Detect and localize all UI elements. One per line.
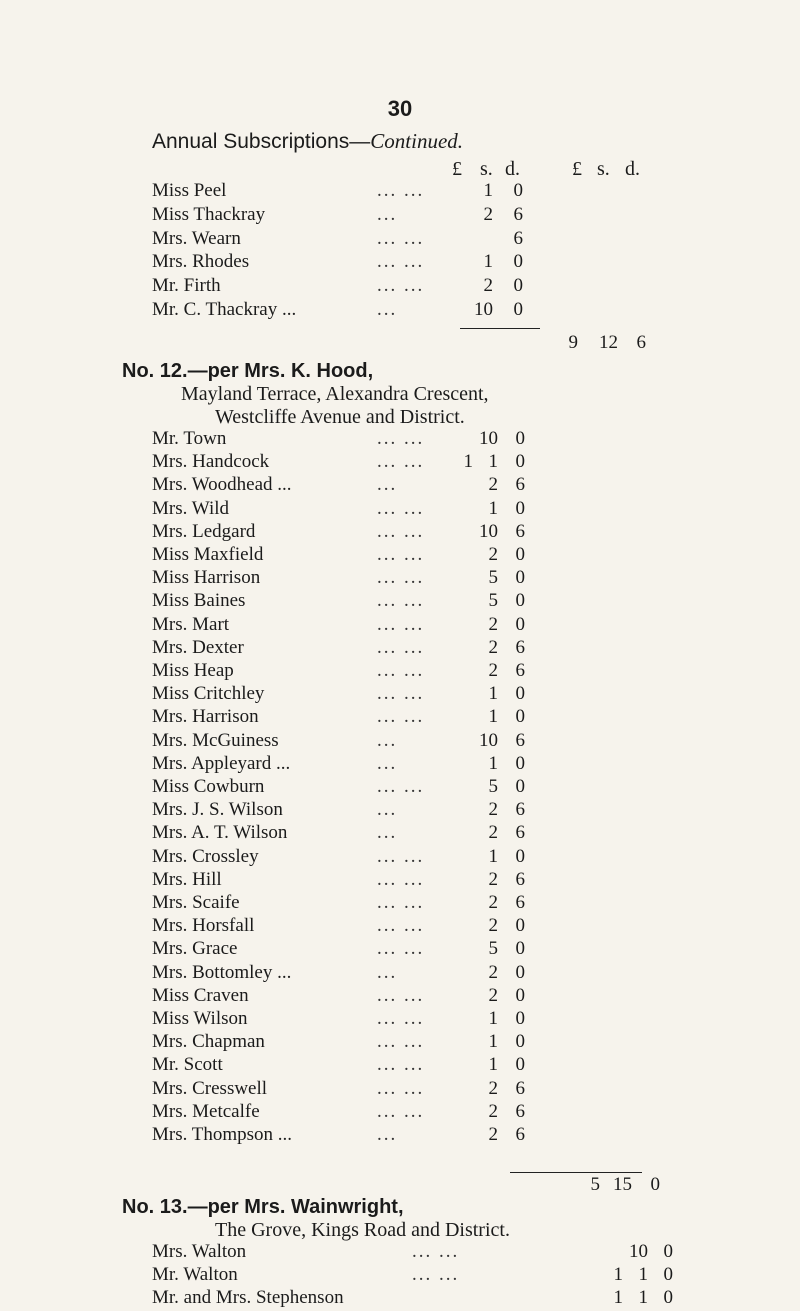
subscriber-name: Mrs. Mart bbox=[152, 613, 230, 635]
subscriber-name: Mrs. Dexter bbox=[152, 636, 244, 658]
list-item bbox=[152, 938, 572, 962]
amount-pence: 6 bbox=[515, 1124, 525, 1145]
list-item bbox=[152, 706, 572, 730]
dot-leader: ... ... bbox=[377, 706, 425, 728]
subscriber-name: Mrs. Walton bbox=[152, 1241, 247, 1262]
dot-leader: ... ... bbox=[377, 636, 425, 658]
list-item bbox=[152, 915, 572, 939]
amount-pence: 0 bbox=[515, 590, 525, 612]
amount-pence: 0 bbox=[513, 180, 523, 201]
subscriber-name: Miss Thackray bbox=[152, 203, 266, 225]
list-item bbox=[152, 299, 552, 323]
section-2-title bbox=[122, 360, 373, 383]
amount-pounds: 1 bbox=[463, 451, 473, 473]
list-item bbox=[152, 962, 572, 986]
page-heading bbox=[152, 129, 463, 154]
amount-pence: 0 bbox=[515, 544, 525, 565]
amount-shillings: 2 bbox=[483, 203, 493, 225]
section-2-total-pence: 0 bbox=[650, 1174, 660, 1195]
list-item bbox=[152, 428, 572, 452]
amount-pence: 0 bbox=[515, 706, 525, 728]
amount-pence: 0 bbox=[513, 251, 523, 273]
amount-shillings: 1 bbox=[638, 1287, 648, 1309]
subscriber-name: Mr. and Mrs. Stephenson bbox=[152, 1287, 344, 1309]
amount-shillings: 1 bbox=[488, 1054, 498, 1076]
section-1-total-pence: 6 bbox=[636, 332, 646, 353]
subscriber-name: Mr. C. Thackray ... bbox=[152, 299, 297, 320]
list-item bbox=[152, 683, 572, 707]
amount-shillings: 2 bbox=[488, 1077, 498, 1099]
dot-leader: ... ... bbox=[377, 613, 425, 635]
amount-pounds: 1 bbox=[613, 1287, 623, 1309]
subscriber-name: Miss Peel bbox=[152, 180, 227, 201]
subscriber-name: Mrs. Hill bbox=[152, 868, 222, 890]
amount-pence: 6 bbox=[515, 660, 525, 681]
amount-shillings: 2 bbox=[488, 892, 498, 913]
subscriber-name: Mrs. Chapman bbox=[152, 1031, 265, 1053]
dot-leader: ... ... bbox=[377, 868, 425, 890]
section-2-area-line-1: Mayland Terrace, Alexandra Crescent, bbox=[181, 383, 489, 405]
subscriber-name: Mrs. Crossley bbox=[152, 845, 259, 867]
amount-pence: 0 bbox=[513, 275, 523, 297]
amount-shillings: 2 bbox=[488, 961, 498, 983]
amount-shillings: 2 bbox=[488, 544, 498, 565]
amount-pence: 0 bbox=[515, 1054, 525, 1076]
list-item bbox=[152, 799, 572, 823]
amount-shillings: 10 bbox=[474, 299, 493, 320]
dot-leader: ... ... bbox=[377, 683, 425, 705]
dot-leader: ... bbox=[377, 299, 398, 320]
subscriber-name: Mrs. Scaife bbox=[152, 892, 240, 913]
dot-leader: ... bbox=[377, 474, 398, 496]
amount-pence: 0 bbox=[663, 1287, 673, 1309]
col-head-pound: £ bbox=[452, 158, 462, 180]
list-item bbox=[152, 753, 572, 777]
amount-shillings: 10 bbox=[479, 729, 498, 751]
subscriber-name: Mrs. Cresswell bbox=[152, 1077, 268, 1099]
subscriber-name: Mrs. Appleyard ... bbox=[152, 752, 291, 774]
list-item bbox=[152, 180, 552, 204]
subscriber-name: Mrs. Grace bbox=[152, 938, 238, 960]
amount-shillings: 2 bbox=[488, 868, 498, 890]
col-head-pence: d. bbox=[505, 158, 520, 180]
amount-shillings: 1 bbox=[483, 251, 493, 273]
section-1-total-shillings: 12 bbox=[599, 332, 618, 353]
amount-pence: 0 bbox=[663, 1264, 673, 1286]
amount-pence: 0 bbox=[515, 567, 525, 589]
subscriber-name: Mrs. Woodhead ... bbox=[152, 474, 292, 496]
amount-pence: 6 bbox=[515, 729, 525, 751]
subscriber-name: Miss Cowburn bbox=[152, 776, 265, 797]
subscriber-name: Mrs. Bottomley ... bbox=[152, 961, 292, 983]
amount-shillings: 5 bbox=[488, 776, 498, 797]
subscriber-name: Mr. Scott bbox=[152, 1054, 223, 1076]
list-item bbox=[152, 660, 572, 684]
section-3-title bbox=[122, 1196, 404, 1219]
amount-shillings: 1 bbox=[488, 706, 498, 728]
section-2-total-pound: 5 bbox=[590, 1174, 600, 1195]
subscriber-name: Mrs. A. T. Wilson bbox=[152, 822, 288, 844]
amount-shillings: 10 bbox=[629, 1241, 648, 1262]
dot-leader: ... ... bbox=[377, 845, 425, 867]
dot-leader: ... ... bbox=[377, 428, 425, 449]
amount-pence: 6 bbox=[515, 636, 525, 658]
subscriber-name: Mrs. Wild bbox=[152, 497, 230, 519]
amount-shillings: 2 bbox=[488, 1100, 498, 1122]
subscriber-name: Miss Wilson bbox=[152, 1008, 248, 1029]
subscriber-name: Mrs. Horsfall bbox=[152, 915, 255, 937]
list-item bbox=[152, 544, 572, 568]
section-3-collector: —per Mrs. Wainwright, bbox=[187, 1196, 404, 1218]
dot-leader: ... ... bbox=[377, 1031, 425, 1053]
dot-leader: ... ... bbox=[377, 275, 425, 297]
amount-shillings: 2 bbox=[488, 474, 498, 496]
amount-pence: 6 bbox=[515, 799, 525, 821]
dot-leader: ... bbox=[377, 799, 398, 821]
subscriber-name: Mr. Firth bbox=[152, 275, 221, 297]
amount-pence: 6 bbox=[515, 892, 525, 913]
amount-pence: 0 bbox=[515, 984, 525, 1006]
list-item bbox=[152, 1078, 572, 1102]
subscriber-name: Miss Baines bbox=[152, 590, 246, 612]
list-item bbox=[152, 521, 572, 545]
amount-shillings: 1 bbox=[488, 845, 498, 867]
section-2-rule bbox=[510, 1172, 642, 1173]
amount-shillings: 1 bbox=[488, 497, 498, 519]
section-3-number: No. 13. bbox=[122, 1196, 188, 1218]
list-item bbox=[152, 1264, 673, 1288]
amount-shillings: 2 bbox=[488, 613, 498, 635]
amount-pence: 0 bbox=[515, 1008, 525, 1029]
subscriber-name: Mr. Walton bbox=[152, 1264, 238, 1286]
subscriber-name: Mrs. Metcalfe bbox=[152, 1100, 260, 1122]
dot-leader: ... ... bbox=[412, 1241, 460, 1262]
amount-shillings: 2 bbox=[488, 636, 498, 658]
amount-pounds: 1 bbox=[613, 1264, 623, 1286]
amount-pence: 0 bbox=[515, 613, 525, 635]
section-2-number: No. 12. bbox=[122, 360, 188, 382]
amount-shillings: 5 bbox=[488, 567, 498, 589]
dot-leader: ... bbox=[377, 961, 398, 983]
amount-pence: 6 bbox=[515, 1077, 525, 1099]
amount-shillings: 5 bbox=[488, 590, 498, 612]
amount-shillings: 2 bbox=[488, 799, 498, 821]
page-number: 30 bbox=[387, 96, 413, 121]
amount-shillings: 10 bbox=[479, 428, 498, 449]
dot-leader: ... ... bbox=[377, 1054, 425, 1076]
amount-shillings: 1 bbox=[488, 1008, 498, 1029]
amount-shillings: 2 bbox=[488, 915, 498, 937]
dot-leader: ... ... bbox=[377, 892, 425, 913]
list-item bbox=[152, 730, 572, 754]
dot-leader: ... ... bbox=[377, 776, 425, 797]
list-item bbox=[152, 1054, 572, 1078]
list-item bbox=[152, 985, 572, 1009]
list-item bbox=[152, 614, 572, 638]
heading-continued: Continued. bbox=[370, 129, 464, 153]
subscriber-name: Mrs. Ledgard bbox=[152, 520, 256, 542]
list-item bbox=[152, 1031, 572, 1055]
amount-pence: 6 bbox=[513, 227, 523, 249]
list-item bbox=[152, 776, 572, 800]
amount-shillings: 1 bbox=[488, 1031, 498, 1053]
dot-leader: ... ... bbox=[412, 1264, 460, 1286]
section-2-total-shillings: 15 bbox=[613, 1174, 632, 1195]
list-item bbox=[152, 637, 572, 661]
subscriber-name: Miss Craven bbox=[152, 984, 249, 1006]
subscriber-name: Miss Heap bbox=[152, 660, 234, 681]
dot-leader: ... ... bbox=[377, 567, 425, 589]
list-item bbox=[152, 498, 572, 522]
dot-leader: ... ... bbox=[377, 660, 425, 681]
dot-leader: ... bbox=[377, 203, 398, 225]
list-item bbox=[152, 275, 552, 299]
amount-shillings: 1 bbox=[483, 180, 493, 201]
heading-main: Annual Subscriptions— bbox=[152, 130, 371, 153]
amount-pence: 0 bbox=[515, 451, 525, 473]
amount-pence: 6 bbox=[513, 203, 523, 225]
dot-leader: ... bbox=[377, 752, 398, 774]
amount-pence: 0 bbox=[515, 938, 525, 960]
subscriber-name: Mrs. McGuiness bbox=[152, 729, 279, 751]
amount-pence: 0 bbox=[515, 776, 525, 797]
dot-leader: ... ... bbox=[377, 1100, 425, 1122]
dot-leader: ... ... bbox=[377, 227, 425, 249]
amount-pence: 0 bbox=[515, 497, 525, 519]
amount-shillings: 2 bbox=[488, 984, 498, 1006]
section-2-area-line-2: Westcliffe Avenue and District. bbox=[215, 406, 465, 428]
amount-pence: 0 bbox=[663, 1241, 673, 1262]
list-item bbox=[152, 1008, 572, 1032]
col-head-total-shillings: s. bbox=[597, 158, 610, 180]
list-item bbox=[152, 474, 572, 498]
subscriber-name: Mr. Town bbox=[152, 428, 227, 449]
dot-leader: ... ... bbox=[377, 1008, 425, 1029]
subscriber-name: Mrs. J. S. Wilson bbox=[152, 799, 283, 821]
dot-leader: ... bbox=[377, 822, 398, 844]
amount-pence: 6 bbox=[515, 1100, 525, 1122]
dot-leader: ... ... bbox=[377, 251, 425, 273]
amount-shillings: 1 bbox=[488, 451, 498, 473]
list-item bbox=[152, 228, 552, 252]
amount-shillings: 1 bbox=[488, 683, 498, 705]
amount-shillings: 1 bbox=[638, 1264, 648, 1286]
amount-pence: 0 bbox=[515, 961, 525, 983]
amount-pence: 6 bbox=[515, 822, 525, 844]
list-item bbox=[152, 1241, 673, 1265]
dot-leader: ... ... bbox=[377, 497, 425, 519]
subscriber-name: Mrs. Handcock bbox=[152, 451, 270, 473]
col-head-shillings: s. bbox=[480, 158, 493, 180]
subscriber-name: Mrs. Rhodes bbox=[152, 251, 250, 273]
dot-leader: ... ... bbox=[377, 544, 425, 565]
dot-leader: ... ... bbox=[377, 520, 425, 542]
list-item bbox=[152, 451, 572, 475]
section-2-collector: —per Mrs. K. Hood, bbox=[187, 360, 374, 382]
dot-leader: ... ... bbox=[377, 984, 425, 1006]
subscriber-name: Miss Maxfield bbox=[152, 544, 264, 565]
list-item bbox=[152, 204, 552, 228]
amount-pence: 6 bbox=[515, 520, 525, 542]
amount-pence: 0 bbox=[515, 1031, 525, 1053]
dot-leader: ... ... bbox=[377, 915, 425, 937]
amount-pence: 0 bbox=[513, 299, 523, 320]
list-item bbox=[152, 590, 572, 614]
subscriber-name: Mrs. Thompson ... bbox=[152, 1124, 293, 1145]
list-item bbox=[152, 822, 572, 846]
amount-shillings: 1 bbox=[488, 752, 498, 774]
col-head-total-pence: d. bbox=[625, 158, 640, 180]
subscriber-name: Miss Harrison bbox=[152, 567, 261, 589]
list-item bbox=[152, 1124, 572, 1148]
amount-pence: 0 bbox=[515, 845, 525, 867]
section-3-area-line-1: The Grove, Kings Road and District. bbox=[215, 1219, 510, 1241]
amount-shillings: 2 bbox=[488, 660, 498, 681]
section-1-rule bbox=[460, 328, 540, 329]
dot-leader: ... bbox=[377, 1124, 398, 1145]
subscriber-name: Mrs. Wearn bbox=[152, 227, 241, 249]
amount-pence: 0 bbox=[515, 683, 525, 705]
list-item bbox=[152, 251, 552, 275]
list-item bbox=[152, 1287, 673, 1311]
amount-pence: 0 bbox=[515, 428, 525, 449]
dot-leader: ... ... bbox=[377, 1077, 425, 1099]
subscriber-name: Miss Critchley bbox=[152, 683, 265, 705]
amount-pence: 6 bbox=[515, 868, 525, 890]
section-1-total-pound: 9 bbox=[568, 332, 578, 353]
dot-leader: ... ... bbox=[377, 451, 425, 473]
subscriber-name: Mrs. Harrison bbox=[152, 706, 259, 728]
amount-shillings: 10 bbox=[479, 520, 498, 542]
col-head-total-pound: £ bbox=[572, 158, 582, 180]
list-item bbox=[152, 567, 572, 591]
amount-shillings: 2 bbox=[488, 1124, 498, 1145]
list-item bbox=[152, 1101, 572, 1125]
dot-leader: ... bbox=[377, 729, 398, 751]
amount-pence: 0 bbox=[515, 915, 525, 937]
amount-shillings: 5 bbox=[488, 938, 498, 960]
list-item bbox=[152, 869, 572, 893]
dot-leader: ... ... bbox=[377, 938, 425, 960]
dot-leader: ... ... bbox=[377, 180, 425, 201]
amount-pence: 0 bbox=[515, 752, 525, 774]
amount-pence: 6 bbox=[515, 474, 525, 496]
dot-leader: ... ... bbox=[377, 590, 425, 612]
amount-shillings: 2 bbox=[483, 275, 493, 297]
list-item bbox=[152, 846, 572, 870]
amount-shillings: 2 bbox=[488, 822, 498, 844]
list-item bbox=[152, 892, 572, 916]
